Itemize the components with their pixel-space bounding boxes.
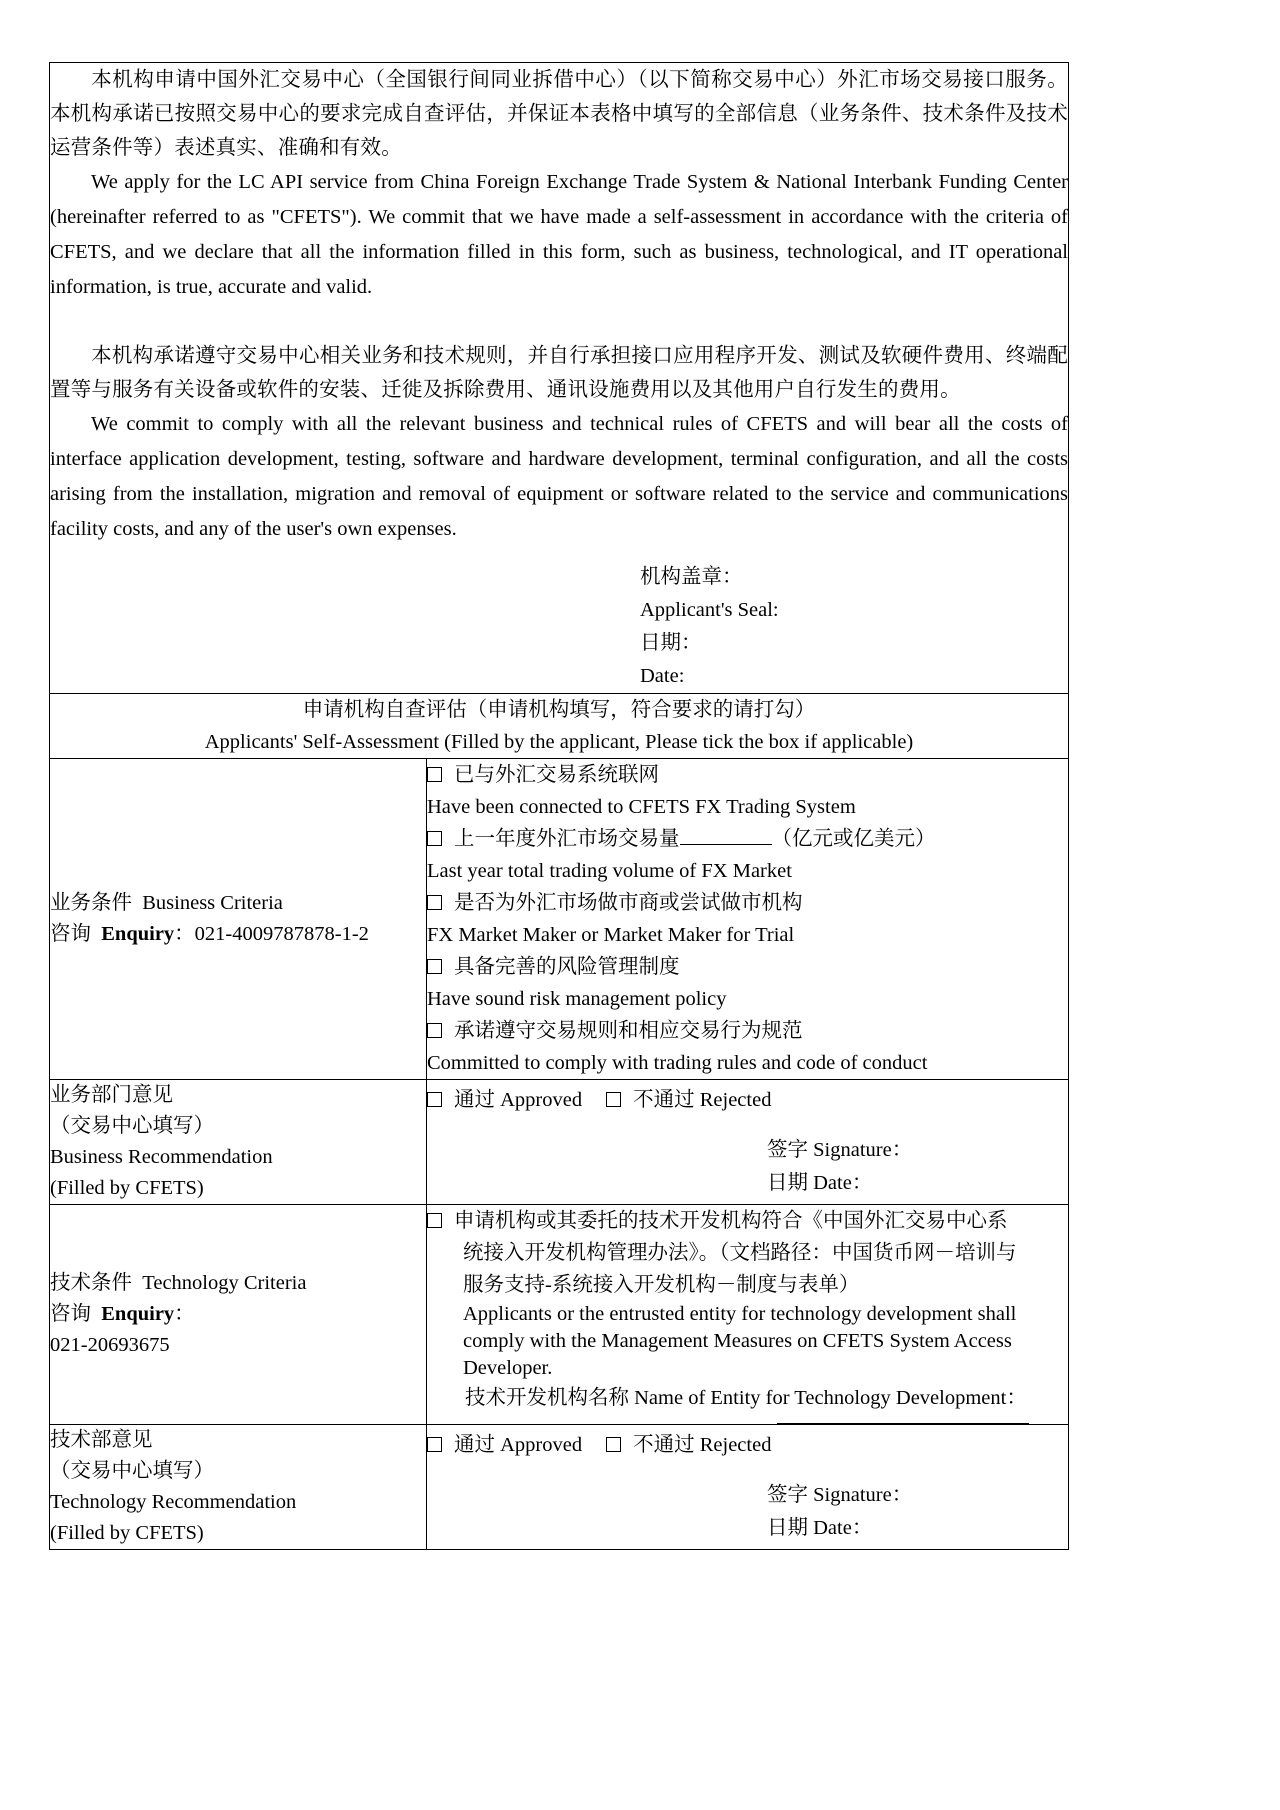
business-approved-label-en: Approved: [500, 1089, 583, 1111]
business-criteria-item-5-en: Committed to comply with trading rules and code of conduct: [427, 1052, 928, 1074]
business-criteria-label-cell: [50, 759, 427, 1080]
self-assessment-title-cn: 申请机构自查评估（申请机构填写，符合要求的请打勾）: [302, 699, 816, 721]
technology-criteria-item-1-cn-line2: 统接入开发机构管理办法》。（文档路径：中国货币网－培训与: [463, 1242, 1017, 1264]
technology-criteria-title-en: Technology Criteria: [142, 1272, 307, 1294]
business-recommendation-label-cell: [50, 1080, 427, 1205]
business-criteria-item-3-en: FX Market Maker or Market Maker for Trial: [427, 924, 795, 946]
business-criteria-item-1[interactable]: [427, 759, 1068, 791]
business-criteria-item-2-cn-pre: 上一年度外汇市场交易量: [454, 828, 680, 850]
checkbox-icon[interactable]: [427, 1437, 442, 1452]
applicant-date-label-en: Date:: [640, 665, 685, 687]
technology-enquiry-line: [50, 1299, 426, 1330]
technology-recommendation-label-cell: [50, 1425, 427, 1550]
technology-criteria-item-1-en: Applicants or the entrusted entity for technology development shall comply with the Management Measures on CFETS System Access Developer.: [463, 1303, 1017, 1379]
checkbox-icon[interactable]: [427, 1023, 442, 1038]
technology-date-line: [767, 1512, 1068, 1545]
technology-signature-label-en: Signature：: [813, 1484, 913, 1506]
business-recommendation-content-cell: [427, 1080, 1069, 1205]
business-enquiry-label-cn: 咨询: [50, 923, 91, 945]
declaration-row: [50, 63, 1069, 694]
checkbox-icon[interactable]: [427, 1213, 442, 1228]
technology-rejected-label-en: Rejected: [699, 1434, 772, 1456]
entity-name-label-cn: 技术开发机构名称: [465, 1387, 629, 1409]
applicant-date-label-cn: 日期：: [640, 632, 702, 654]
technology-enquiry-label-en: Enquiry: [101, 1303, 175, 1325]
checkbox-icon[interactable]: [427, 767, 442, 782]
business-criteria-item-3[interactable]: [427, 887, 1068, 919]
declaration-cell: [50, 63, 1069, 694]
declaration-chinese-paragraph-1: 本机构申请中国外汇交易中心（全国银行间同业拆借中心）（以下简称交易中心）外汇市场交易接口服务。本机构承诺已按照交易中心的要求完成自查评估，并保证本表格中填写的全部信息（业务条件、技术条件及技术运营条件等）表述真实、准确和有效。: [50, 69, 1069, 159]
technology-criteria-label-cell: [50, 1205, 427, 1425]
business-criteria-row: [50, 759, 1069, 1080]
technology-recommendation-row: [50, 1425, 1069, 1550]
seal-and-date-block: [50, 561, 1068, 693]
business-criteria-item-4-cn: 具备完善的风险管理制度: [454, 956, 680, 978]
technology-enquiry-colon: ：: [174, 1303, 195, 1325]
self-assessment-title-en: Applicants' Self-Assessment (Filled by the applicant, Please tick the box if applicable): [204, 731, 914, 753]
business-criteria-title-en: Business Criteria: [142, 892, 283, 914]
checkbox-icon[interactable]: [427, 959, 442, 974]
business-criteria-item-4-en: Have sound risk management policy: [427, 988, 727, 1010]
self-assessment-band-cell: [50, 694, 1069, 759]
business-criteria-item-5[interactable]: [427, 1015, 1068, 1047]
checkbox-icon[interactable]: [606, 1437, 621, 1452]
technology-enquiry-phone: 021-20693675: [50, 1334, 170, 1356]
business-decision-options: [427, 1084, 1068, 1116]
business-recommendation-row: [50, 1080, 1069, 1205]
declaration-chinese-paragraph-2: 本机构承诺遵守交易中心相关业务和技术规则，并自行承担接口应用程序开发、测试及软硬件费用、终端配置等与服务有关设备或软件的安装、迁徙及拆除费用、通讯设施费用以及其他用户自行发生的费用。: [50, 345, 1069, 401]
checkbox-icon[interactable]: [427, 895, 442, 910]
business-recommendation-label-en: Business Recommendation: [50, 1146, 273, 1168]
self-assessment-band-row: [50, 694, 1069, 759]
business-criteria-item-2[interactable]: [427, 823, 1068, 855]
business-enquiry-label-en: Enquiry: [101, 923, 175, 945]
business-rejected-label-en: Rejected: [699, 1089, 772, 1111]
checkbox-icon[interactable]: [606, 1092, 621, 1107]
paragraph-spacer: [50, 305, 1068, 339]
business-criteria-title: [50, 888, 426, 919]
business-criteria-title-cn: 业务条件: [50, 892, 132, 914]
technology-criteria-title: [50, 1268, 426, 1299]
business-date-label-cn: 日期: [767, 1172, 808, 1194]
business-criteria-item-1-en: Have been connected to CFETS FX Trading System: [427, 796, 856, 818]
technology-approved-label-en: Approved: [500, 1434, 583, 1456]
applicant-seal-label-cn: 机构盖章：: [640, 566, 743, 588]
entity-name-label-line: [427, 1382, 1068, 1415]
business-signature-line: [767, 1134, 1068, 1167]
business-signature-block: [427, 1134, 1068, 1200]
business-criteria-item-2-en: Last year total trading volume of FX Market: [427, 860, 792, 882]
checkbox-icon[interactable]: [427, 1092, 442, 1107]
business-criteria-item-5-cn: 承诺遵守交易规则和相应交易行为规范: [454, 1020, 803, 1042]
business-rejected-label-cn: 不通过: [633, 1089, 695, 1111]
business-enquiry-value: ：021-4009787878-1-2: [174, 923, 369, 945]
business-recommendation-sublabel-en: (Filled by CFETS): [50, 1177, 204, 1199]
technology-approved-label-cn: 通过: [454, 1434, 495, 1456]
business-criteria-item-4[interactable]: [427, 951, 1068, 983]
checkbox-icon[interactable]: [427, 831, 442, 846]
applicant-seal-label-en: Applicant's Seal:: [640, 599, 779, 621]
technology-recommendation-label-cn: 技术部意见: [50, 1429, 153, 1451]
technology-signature-line: [767, 1479, 1068, 1512]
technology-date-label-cn: 日期: [767, 1517, 808, 1539]
technology-recommendation-content-cell: [427, 1425, 1069, 1550]
technology-criteria-content-cell: [427, 1205, 1069, 1425]
entity-name-label-en: Name of Entity for Technology Development：: [634, 1387, 1027, 1409]
declaration-english-paragraph-2: We commit to comply with all the relevant business and technical rules of CFETS and will bear all the costs of interface application development, testing, software and hardware development, terminal configuration, and all the costs arising from the installation, migration and removal of equipment or software related to the service and communications facility costs, and any of the user's own expenses.: [50, 413, 1069, 540]
business-criteria-item-2-cn-post: （亿元或亿美元）: [771, 828, 936, 850]
business-enquiry-line: [50, 919, 426, 950]
application-form-table: [49, 62, 1069, 1550]
technology-date-label-en: Date：: [813, 1517, 873, 1539]
technology-criteria-item-1[interactable]: [427, 1205, 1068, 1301]
business-criteria-item-1-cn: 已与外汇交易系统联网: [454, 764, 659, 786]
business-criteria-content-cell: [427, 759, 1069, 1080]
technology-enquiry-label-cn: 咨询: [50, 1303, 91, 1325]
technology-criteria-row: [50, 1205, 1069, 1425]
technology-recommendation-label-en: Technology Recommendation: [50, 1491, 297, 1513]
business-date-label-en: Date：: [813, 1172, 873, 1194]
technology-rejected-label-cn: 不通过: [633, 1434, 695, 1456]
declaration-english-paragraph-1: We apply for the LC API service from China Foreign Exchange Trade System & National Interbank Funding Center (hereinafter referred to as "CFETS"). We commit that we have made a self-assessment in accordance with the criteria of CFETS, and we declare that all the information filled in this form, such as business, technological, and IT operational information, is true, accurate and valid.: [50, 171, 1069, 298]
technology-criteria-item-1-cn-line3: 服务支持-系统接入开发机构－制度与表单）: [463, 1274, 860, 1296]
trading-volume-input-blank[interactable]: [680, 823, 772, 845]
technology-signature-label-cn: 签字: [767, 1484, 808, 1506]
business-approved-label-cn: 通过: [454, 1089, 495, 1111]
technology-criteria-item-1-cn-line1: 申请机构或其委托的技术开发机构符合《中国外汇交易中心系: [454, 1210, 1008, 1232]
technology-recommendation-sublabel-en: (Filled by CFETS): [50, 1522, 204, 1544]
business-recommendation-sublabel-cn: （交易中心填写）: [50, 1115, 214, 1137]
technology-criteria-title-cn: 技术条件: [50, 1272, 132, 1294]
business-date-line: [767, 1167, 1068, 1200]
business-signature-label-cn: 签字: [767, 1139, 808, 1161]
business-criteria-item-3-cn: 是否为外汇市场做市商或尝试做市机构: [454, 892, 803, 914]
technology-criteria-item-1-line1: [427, 1205, 1068, 1237]
technology-decision-options: [427, 1429, 1068, 1461]
business-signature-label-en: Signature：: [813, 1139, 913, 1161]
technology-signature-block: [427, 1479, 1068, 1545]
technology-recommendation-sublabel-cn: （交易中心填写）: [50, 1460, 214, 1482]
business-recommendation-label-cn: 业务部门意见: [50, 1084, 173, 1106]
